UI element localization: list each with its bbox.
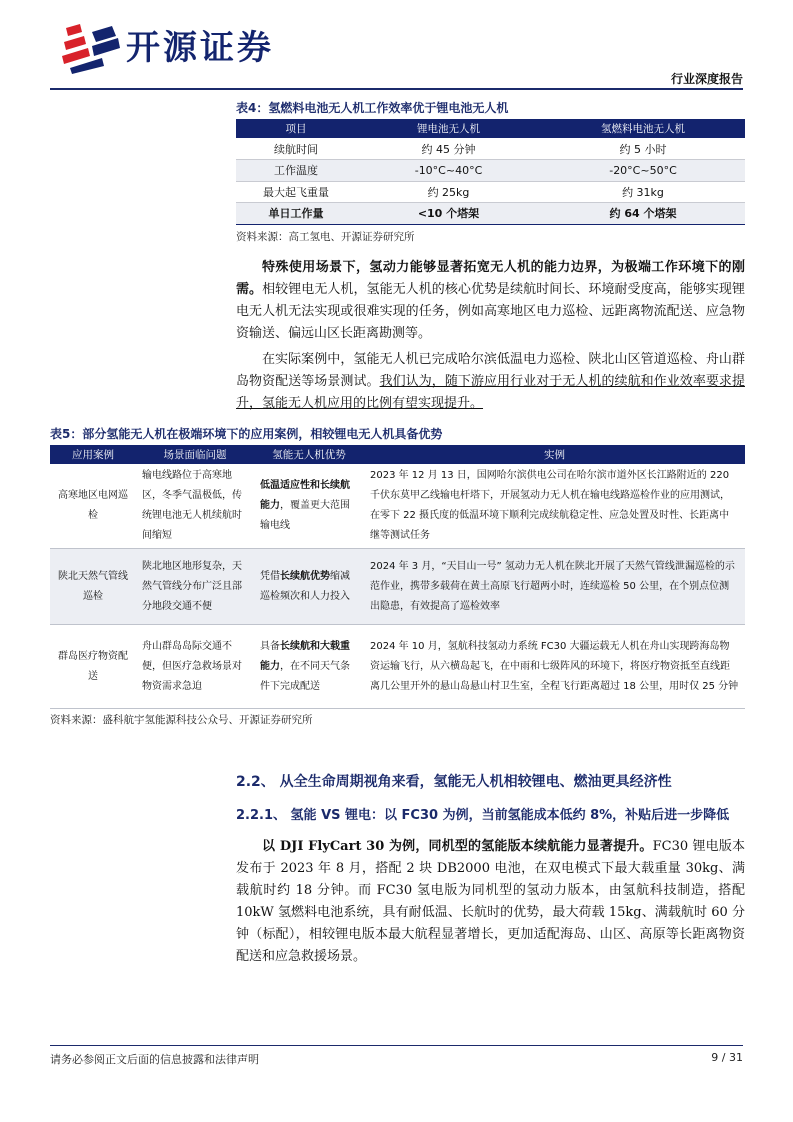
table-cell: 续航时间 [236, 138, 356, 160]
table4-header-hydrogen: 氢燃料电池无人机 [541, 119, 745, 138]
table-cell: -10°C~40°C [356, 160, 541, 182]
table4-source: 资料来源：高工氢电、开源证券研究所 [236, 231, 415, 243]
example-cell: 2024 年 3 月，“天目山一号” 氢动力无人机在陕北开展了天然气管线泄漏巡检的示范作业，携带多载荷在黄土高原飞行超两小时，连续巡检 50 公里，在个别点位测出隐患，有效提高了巡检效率 [364, 549, 745, 625]
table-row [236, 160, 745, 182]
paragraph-1 [236, 257, 745, 345]
advantage-bold: 低温适应性和长续航能力 [260, 480, 350, 511]
table4-header-lithium: 锂电池无人机 [356, 119, 541, 138]
table4-header-item: 项目 [236, 119, 356, 138]
table5-header-example: 实例 [364, 445, 745, 464]
example-cell: 2023 年 12 月 13 日，国网哈尔滨供电公司在哈尔滨市道外区长江路附近的 220 千伏东莫甲乙线输电杆塔下，开展氢动力无人机在输电线路巡检作业的应用测试，在零下 22 摄氏度的低温环境下顺利完成续航稳定性、应急处置及时性、长距离中继等测试任务 [364, 464, 745, 549]
table-cell: 约 25kg [356, 181, 541, 203]
advantage-cell [254, 625, 364, 709]
advantage-bold: 长续航优势 [280, 570, 330, 582]
footer-disclaimer: 请务必参阅正文后面的信息披露和法律声明 [50, 1053, 259, 1066]
paragraph-3 [236, 836, 745, 968]
advantage-text: ，在不同天气条件下完成配送 [260, 660, 350, 692]
page-number: 9 / 31 [711, 1051, 743, 1064]
report-type: 行业深度报告 [670, 72, 743, 86]
table-row [50, 464, 745, 549]
table5 [50, 445, 745, 709]
problem-cell: 舟山群岛岛际交通不便，但医疗急救场景对物资需求急迫 [136, 625, 254, 709]
advantage-text: 缩减巡检频次和人力投入 [260, 570, 350, 602]
advantage-text: 凭借 [260, 570, 280, 582]
table5-header-problem: 场景面临问题 [136, 445, 254, 464]
table5-header-advantage: 氢能无人机优势 [254, 445, 364, 464]
case-cell: 群岛医疗物资配送 [50, 625, 136, 709]
table-row [236, 138, 745, 160]
table-cell: 约 5 小时 [541, 138, 745, 160]
table-cell: -20°C~50°C [541, 160, 745, 182]
advantage-cell [254, 464, 364, 549]
paragraph-2 [236, 349, 745, 415]
table-row [50, 549, 745, 625]
table4 [236, 119, 745, 225]
table-cell: 约 45 分钟 [356, 138, 541, 160]
logo-text: 开源证券 [126, 28, 274, 68]
table-row [50, 625, 745, 709]
table-cell: 约 64 个塔架 [541, 203, 745, 225]
advantage-text: ，覆盖更大范围输电线 [260, 500, 350, 531]
table-row [236, 203, 745, 225]
table5-source: 资料来源：盛科航宇氢能源科技公众号、开源证券研究所 [50, 714, 313, 726]
table-cell: 工作温度 [236, 160, 356, 182]
section-heading-2-2-1: 2.2.1、 氢能 VS 锂电：以 FC30 为例，当前氢能成本低约 8%，补贴后进一步降低 [236, 808, 730, 823]
table5-title: 表5：部分氢能无人机在极端环境下的应用案例，相较锂电无人机具备优势 [50, 427, 443, 441]
table5-header-case: 应用案例 [50, 445, 136, 464]
header-divider [50, 88, 743, 90]
table4-title: 表4：氢燃料电池无人机工作效率优于锂电池无人机 [236, 101, 509, 115]
paragraph-1-lead: 特殊使用场景下，氢动力能够显著拓宽无人机的能力边界，为极端工作环境下的刚需。 [236, 260, 745, 297]
paragraph-2-conclusion: 我们认为，随下游应用行业对于无人机的续航和作业效率要求提升，氢能无人机应用的比例有望实现提升。 [236, 374, 745, 411]
advantage-cell [254, 549, 364, 625]
logo [62, 22, 322, 76]
table-row [236, 181, 745, 203]
problem-cell: 输电线路位于高寒地区，冬季气温极低，传统锂电池无人机续航时间缩短 [136, 464, 254, 549]
section-heading-2-2: 2.2、 从全生命周期视角来看，氢能无人机相较锂电、燃油更具经济性 [236, 774, 672, 790]
table-cell: 单日工作量 [236, 203, 356, 225]
paragraph-3-lead: 以 DJI FlyCart 30 为例，同机型的氢能版本续航能力显著提升。 [262, 839, 653, 854]
paragraph-2-body: 在实际案例中，氢能无人机已完成哈尔滨低温电力巡检、陕北山区管道巡检、舟山群岛物资配送等场景测试。 [236, 352, 745, 389]
problem-cell: 陕北地区地形复杂，天然气管线分布广泛且部分地段交通不便 [136, 549, 254, 625]
table-cell: <10 个塔架 [356, 203, 541, 225]
table-cell: 最大起飞重量 [236, 181, 356, 203]
advantage-text: 具备 [260, 640, 280, 652]
advantage-bold: 长续航和大载重能力 [260, 640, 350, 672]
footer-divider [50, 1045, 743, 1046]
case-cell: 高寒地区电网巡检 [50, 464, 136, 549]
example-cell: 2024 年 10 月，氢航科技氢动力系统 FC30 大疆运载无人机在舟山实现跨海岛物资运输飞行，从六横岛起飞，在中雨和七级阵风的环境下，将医疗物资抵至直线距离几公里开外的悬山岛悬山村卫生室，全程飞行距离超过 18 公里，用时仅 25 分钟 [364, 625, 745, 709]
paragraph-3-body: FC30 锂电版本发布于 2023 年 8 月，搭配 2 块 DB2000 电池，在双电模式下最大载重量 30kg、满载航时约 18 分钟。而 FC30 氢电版为同机型的氢动力版本，由氢航科技制造，搭配 10kW 氢燃料电池系统，具有耐低温、长航时的优势，最大荷载 15kg、满载航时 60 分钟（标配），相较锂电版本最大航程显著增长，更加适配海岛、山区、高原等长距离物资配送和应急救援场景。 [236, 839, 745, 964]
case-cell: 陕北天然气管线巡检 [50, 549, 136, 625]
logo-mark-icon [62, 24, 120, 74]
paragraph-1-body: 相较锂电无人机，氢能无人机的核心优势是续航时间长、环境耐受度高，能够实现锂电无人机无法实现或很难实现的任务，例如高寒地区电力巡检、远距离物流配送、应急物资输送、偏远山区长距离勘测等。 [236, 282, 745, 341]
table-cell: 约 31kg [541, 181, 745, 203]
